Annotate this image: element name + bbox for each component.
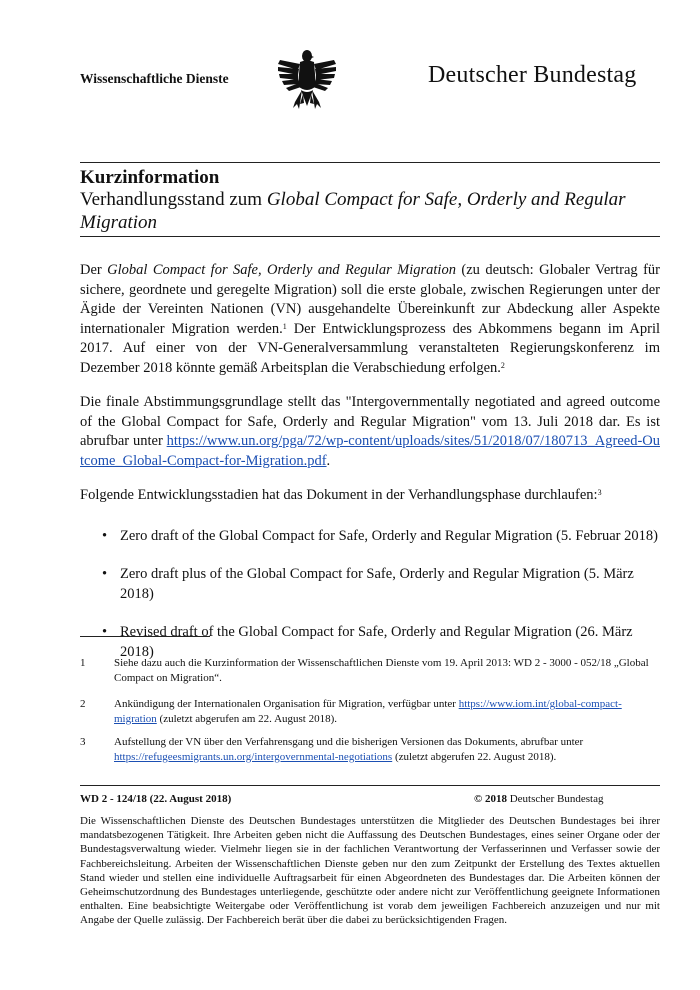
title-italic: Global Compact for Safe, Orderly and Regular Migration [80,189,626,233]
copyright [474,793,604,805]
p1-italic: Global Compact for Safe, Orderly and Regular Migration [107,262,456,278]
footnote-separator [80,636,210,637]
federal-eagle-icon [276,46,338,116]
copyright-holder: Deutscher Bundestag [506,793,604,805]
footnote-ref-1[interactable]: 1 [282,321,287,331]
department-name: Wissenschaftliche Dienste [80,71,229,86]
footnote-text-a: Ankündigung der Internationalen Organisation für Migration, verfügbar unter [114,698,459,710]
p2-text-a: Die finale Abstimmungsgrundlage stellt das "Intergovernmentally negotiated and agreed outcome of the Global Compact for Safe, Orderly and Regular Migration" vom 13. Juli 2018 dar. Es ist abrufbar unter [80,394,660,449]
footnote-number: 3 [80,736,86,748]
paragraph-1 [80,261,660,378]
footnote-text [114,735,659,764]
bullet-icon: • [102,624,108,640]
footer-rule [80,785,660,786]
p1-text-b: (zu deutsch: Globaler Vertrag für sichere, geordnete und geregelte Migration) soll die erste globale, zwischen Regierungen unter der Ägide der Vereinten Nationen (VN) ausgehandelte Übereinkunft zur Abdeckung aller Aspekte internationaler Migration werden. [80,262,660,337]
bullet-icon: • [102,527,108,544]
iom-link[interactable]: https://www.iom.int/global-compact-migration [114,698,622,725]
list-item [80,527,660,547]
un-negotiations-link[interactable]: https://refugeesmigrants.un.org/intergovernmental-negotiations [114,750,393,763]
footnote-number: 2 [80,698,86,710]
paragraph-2 [80,393,660,471]
document-reference: WD 2 - 124/18 (22. August 2018) [80,793,232,805]
footnote-ref-2[interactable]: 2 [500,360,505,370]
title-top-rule [80,162,660,163]
document-title [80,188,665,234]
title-prefix: Verhandlungsstand zum [80,189,267,210]
title-bottom-rule [80,236,660,237]
draft-stages-list [80,527,660,663]
p2-text-b: . [326,452,331,469]
main-body [80,261,660,681]
document-type: Kurzinformation [80,167,220,188]
footnote-text [114,697,659,726]
outcome-document-link[interactable]: https://www.un.org/pga/72/wp-content/uploads/sites/51/2018/07/180713_Agreed-Outcome_Global-Compact-for-Migration.pdf [80,433,660,469]
bullet-icon: • [102,566,108,582]
p1-text-c: Der Entwicklungsprozess des Abkommens begann im April 2017. Auf einer von der VN-Generalversammlung veranstalteten Regierungskonferenz im Dezember 2018 könnte gemäß Arbeitsplan die Verabschiedung erfolgen. [80,320,660,376]
footnote-text-b: (zuletzt abgerufen 22. August 2018). [392,750,557,763]
list-item-text: Revised draft of the Global Compact for Safe, Orderly and Regular Migration (26. März 2018) [120,624,633,660]
institution-name: Deutscher Bundestag [428,62,637,88]
list-item-text: Zero draft plus of the Global Compact for Safe, Orderly and Regular Migration (5. März 2018) [120,566,634,602]
footnote-text-a: Aufstellung der VN über den Verfahrensgang und die bisherigen Versionen das Dokuments, abrufbar unter [114,736,584,748]
footnote-number: 1 [80,657,86,669]
copyright-year: © 2018 [474,793,507,805]
list-item-text: Zero draft of the Global Compact for Safe, Orderly and Regular Migration (5. Februar 2018) [120,527,658,544]
disclaimer: Die Wissenschaftlichen Dienste des Deutschen Bundestages unterstützen die Mitglieder des Deutschen Bundestages bei ihrer mandatsbezogenen Tätigkeit. Ihre Arbeiten geben nicht die Auffassung des Deutschen Bundestages, eines seiner Organe oder der Bundestagsverwaltung wieder. Vielmehr liegen sie in der fachlichen Verantwortung der Verfasserinnen und Verfasser sowie der Fachbereichsleitung. Arbeiten der Wissenschaftlichen Dienste geben nur den zum Zeitpunkt der Erstellung des Textes aktuellen Stand wieder und stellen eine individuelle Auftragsarbeit für einen Abgeordneten des Bundestages dar. Die Arbeiten können der Geheimschutzordnung des Bundestages unterliegende, geschützte oder andere nicht zur Veröffentlichung geeignete Informationen enthalten. Eine beabsichtigte Weitergabe oder Veröffentlichung ist vorab dem jeweiligen Fachbereich anzuzeigen und nur mit Angabe der Quelle zulässig. Der Fachbereich berät über die dabei zu berücksichtigenden Fragen. [80,815,660,927]
p1-text-a: Der [80,262,108,278]
footnote-text: Siehe dazu auch die Kurzinformation der Wissenschaftlichen Dienste vom 19. April 2013: WD 2 - 3000 - 052/18 „Global Compact on Migration“. [114,657,649,684]
paragraph-3 [80,486,660,506]
list-item [80,565,660,604]
footnote-text-b: (zuletzt abgerufen am 22. August 2018). [156,712,338,725]
footnote-ref-3[interactable]: 3 [597,488,602,497]
p3-text: Folgende Entwicklungsstadien hat das Dokument in der Verhandlungsphase durchlaufen: [80,487,598,503]
